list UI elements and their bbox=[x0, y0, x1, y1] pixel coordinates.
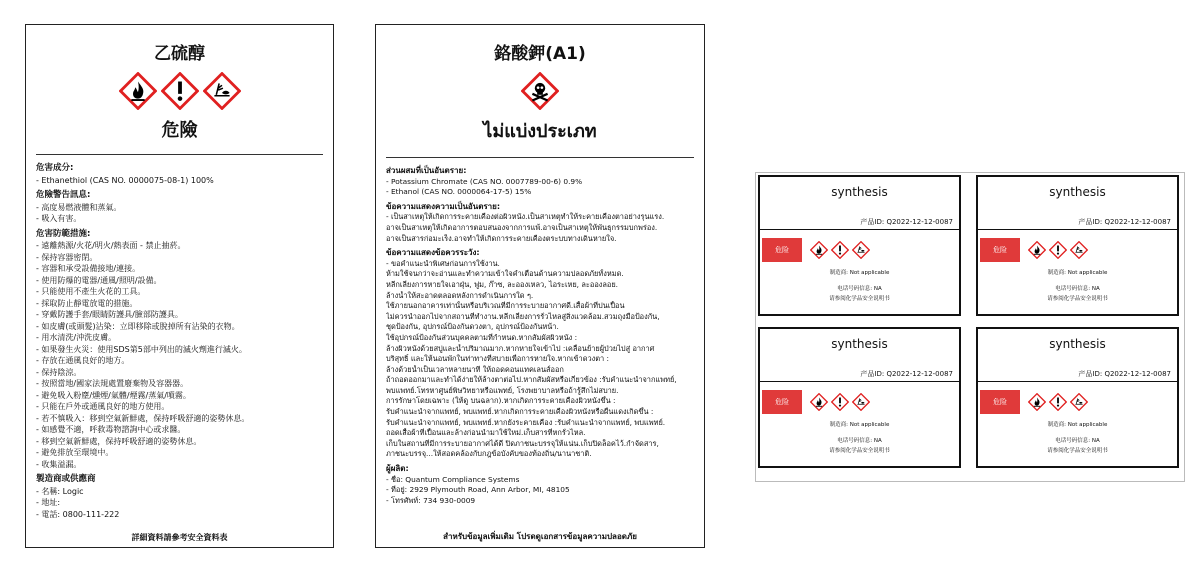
label-section bbox=[36, 229, 323, 471]
card-title: synthesis bbox=[831, 337, 888, 351]
pictogram-row bbox=[810, 241, 870, 259]
synthesis-card bbox=[758, 327, 961, 468]
divider bbox=[386, 157, 694, 158]
section-line: - 只能使用不產生火花的工具。 bbox=[36, 287, 146, 296]
hazard-row bbox=[978, 238, 1177, 262]
section-line: - 存放在通風良好的地方。 bbox=[36, 356, 130, 365]
section-line: - 電話: 0800-111-222 bbox=[36, 509, 120, 519]
label-title: 乙硫醇 bbox=[154, 44, 205, 64]
section-line: - 收集溢漏。 bbox=[36, 459, 82, 469]
section-line: พบแพทย์.โทรหาศูนย์พิษวิทยาหรือแพทย์, โรงพยาบาลหรือถ้ารู้สึกไม่สบาย. bbox=[386, 385, 619, 395]
label-section bbox=[36, 163, 323, 186]
sds-reference: 请参阅化学品安全说明书 bbox=[829, 296, 890, 302]
product-id: 产品ID: Q2022-12-12-0087 bbox=[1078, 370, 1171, 378]
exclamation-icon bbox=[831, 393, 849, 411]
exclamation-icon bbox=[1049, 241, 1067, 259]
hazard-row bbox=[760, 390, 959, 414]
danger-badge: 危险 bbox=[980, 390, 1020, 414]
pictogram-row bbox=[810, 393, 870, 411]
section-line: - 若不慎吸入：移到空氣新鮮處，保持呼吸舒適的姿勢休息。 bbox=[36, 413, 250, 423]
environment-icon bbox=[1070, 241, 1088, 259]
divider bbox=[978, 381, 1177, 382]
card-title: synthesis bbox=[1049, 185, 1106, 199]
section-line: - 穿戴防護手套/眼睛防護具/臉部防護具。 bbox=[36, 310, 183, 319]
section-line: หลีกเลี่ยงการหายใจเอาฝุ่น, ฟูม, ก๊าซ, ละอองเหลว, ไอระเหย, ละอองลอย. bbox=[386, 279, 619, 289]
section-line: ถ้าถอดออกมาและทำได้ง่ายให้ล้างตาต่อไป.หากสัมผัสหรือเกี่ยวข้อง :รับคำแนะนำจากแพทย์, bbox=[386, 375, 677, 385]
environment-icon bbox=[1070, 393, 1088, 411]
section-line: - ชื่อ: Quantum Compliance Systems bbox=[386, 474, 520, 484]
flame-icon bbox=[810, 393, 828, 411]
section-line: อาจเป็นสารก่อมะเร็ง.อาจทำให้เกิดการระคายเคืองตระบบทางเดินหายใจ. bbox=[386, 233, 617, 243]
section-line: - Ethanol (CAS NO. 0000064-17-5) 15% bbox=[386, 187, 532, 197]
section-heading: ข้อความแสดงข้อควรระวัง: bbox=[386, 248, 480, 258]
sds-reference: 请参阅化学品安全说明书 bbox=[829, 448, 890, 454]
phone-info: 电话号码信息: NA bbox=[837, 286, 882, 292]
section-line: - 如感覺不適，呼救毒物諮詢中心或求醫。 bbox=[36, 425, 186, 434]
section-line: - 名稱: Logic bbox=[36, 486, 84, 496]
label-section bbox=[36, 190, 323, 225]
manufacturer-note: 制造商: Not applicable bbox=[829, 422, 890, 428]
section-line: - 避免排放至環境中。 bbox=[36, 448, 114, 457]
divider bbox=[760, 229, 959, 230]
section-heading: 危害防範措施: bbox=[36, 228, 91, 239]
manufacturer-note: 制造商: Not applicable bbox=[1047, 270, 1108, 276]
section-line: - 保持陰涼。 bbox=[36, 367, 82, 377]
section-line: - 保持容器密閉。 bbox=[36, 252, 98, 262]
label-section bbox=[386, 248, 694, 460]
synthesis-card bbox=[758, 175, 961, 316]
section-line: การรักษาโดยเฉพาะ (ให้ดู บนฉลาก).หากเกิดการระคายเคืองผิวหนังขึ้น : bbox=[386, 396, 616, 406]
danger-badge: 危险 bbox=[980, 238, 1020, 262]
section-line: - 用水清洗/沖洗皮膚。 bbox=[36, 333, 117, 342]
phone-info: 电话号码信息: NA bbox=[837, 438, 882, 444]
product-id: 产品ID: Q2022-12-12-0087 bbox=[860, 370, 953, 378]
section-line: ภาชนะบรรจุ...ให้สอดคล้องกับกฎข้อบังคับของท้องถิ่น/นานาชาติ. bbox=[386, 449, 592, 459]
product-id: 产品ID: Q2022-12-12-0087 bbox=[1078, 218, 1171, 226]
thai-ghs-label bbox=[375, 24, 705, 548]
label-footer: สำหรับข้อมูลเพิ่มเติม โปรดดูเอกสารข้อมูลความปลอดภัย bbox=[443, 532, 637, 541]
section-heading: ผู้ผลิต: bbox=[386, 464, 409, 474]
section-line: ใช้อุปกรณ์ป้องกันส่วนบุคคลตามที่กำหนด.หากสัมผัสผิวหนัง : bbox=[386, 332, 578, 342]
flame-icon bbox=[1028, 393, 1046, 411]
section-line: - ขอคำแนะนำพิเศษก่อนการใช้งาน. bbox=[386, 258, 500, 268]
section-line: - 容器和承受設備接地/連接。 bbox=[36, 264, 141, 273]
label-section bbox=[36, 474, 323, 520]
exclamation-icon bbox=[1049, 393, 1067, 411]
section-line: ล้างน้ำให้สะอาดตลอดหลังการดำเนินการใด ๆ. bbox=[386, 290, 534, 300]
pictogram-row bbox=[376, 72, 704, 110]
divider bbox=[36, 154, 323, 155]
label-section bbox=[386, 166, 694, 198]
section-line: ห้ามใช้จนกว่าจะอ่านและทำความเข้าใจคำเตือนด้านความปลอดภัยทั้งหมด. bbox=[386, 269, 624, 279]
section-line: - โทรศัพท์: 734 930-0009 bbox=[386, 495, 476, 505]
section-line: รับคำแนะนำจากแพทย์, พบแพทย์.หากเกิดการระคายเคืองผิวหนังหรือผื่นแดงเกิดขึ้น : bbox=[386, 407, 654, 417]
chinese-ghs-label bbox=[25, 24, 334, 548]
section-line: ล้างผิวหนังด้วยสบู่และน้ำปริมาณมาก.หากหายใจเข้าไป :เคลื่อนย้ายผู้ป่วยไปสู่ อากาศ bbox=[386, 343, 655, 353]
section-line: - 高度易燃液體和蒸氣。 bbox=[36, 202, 122, 212]
flame-icon bbox=[810, 241, 828, 259]
flame-icon bbox=[119, 72, 157, 110]
section-line: - เป็นสาเหตุให้เกิดการระคายเคืองต่อผิวหนัง.เป็นสาเหตุทำให้ระคายเคืองตาอย่างรุนแรง. bbox=[386, 212, 665, 222]
flame-icon bbox=[1028, 241, 1046, 259]
section-heading: 危害成分: bbox=[36, 163, 74, 173]
section-heading: 危險警告訊息: bbox=[36, 190, 91, 200]
section-line: รับคำแนะนำจากแพทย์, พบแพทย์.หากยังระคายเคือง :รับคำแนะนำจากแพทย์, พบแพทย์. bbox=[386, 417, 666, 427]
section-line: - 如皮膚(或頭髮)沾染：立即移除或脫掉所有沾染的衣物。 bbox=[36, 321, 240, 331]
signal-word: 危險 bbox=[161, 120, 198, 141]
hazard-row bbox=[978, 390, 1177, 414]
danger-badge: 危险 bbox=[762, 238, 802, 262]
pictogram-row bbox=[26, 72, 333, 110]
section-heading: ข้อความแสดงความเป็นอันตราย: bbox=[386, 201, 501, 211]
label-section bbox=[386, 464, 694, 506]
section-line: - 避免吸入粉塵/燻煙/氣體/煙霧/蒸氣/噴霧。 bbox=[36, 390, 191, 400]
section-line: - Ethanethiol (CAS NO. 0000075-08-1) 100% bbox=[36, 175, 214, 185]
section-heading: 製造商或供應商 bbox=[36, 474, 96, 484]
section-line: ล้างด้วยน้ำเป็นเวลาหลายนาที ให้ถอดคอนแทคเลนส์ออก bbox=[386, 364, 564, 374]
phone-info: 电话号码信息: NA bbox=[1055, 438, 1100, 444]
danger-badge: 危险 bbox=[762, 390, 802, 414]
sds-reference: 请参阅化学品安全说明书 bbox=[1047, 296, 1108, 302]
section-line: - 遠離熱源/火花/明火/熱表面 - 禁止抽菸。 bbox=[36, 241, 186, 250]
manufacturer-note: 制造商: Not applicable bbox=[829, 270, 890, 276]
section-line: ถอดเสื้อผ้าที่เปื้อนและล้างก่อนนำมาใช้ใหม่.เก็บสารที่หกรั่วไหล. bbox=[386, 428, 586, 438]
exclamation-icon bbox=[831, 241, 849, 259]
section-line: - 移到空氣新鮮處，保持呼吸舒適的姿勢休息。 bbox=[36, 436, 202, 446]
section-line: อาจเป็นสาเหตุให้เกิดอาการตอบสนองจากการแพ้.อาจเป็นสาเหตุให้พันธุกรรมบกพร่อง. bbox=[386, 222, 658, 232]
sds-reference: 请参阅化学品安全说明书 bbox=[1047, 448, 1108, 454]
manufacturer-note: 制造商: Not applicable bbox=[1047, 422, 1108, 428]
label-title: 鉻酸鉀(A1) bbox=[494, 44, 586, 64]
environment-icon bbox=[852, 393, 870, 411]
section-line: - Potassium Chromate (CAS NO. 0007789-00-6) 0.9% bbox=[386, 176, 583, 186]
synthesis-card bbox=[976, 327, 1179, 468]
hazard-row bbox=[760, 238, 959, 262]
section-line: - 採取防止靜電放電的措施。 bbox=[36, 298, 138, 308]
divider bbox=[978, 229, 1177, 230]
product-id: 产品ID: Q2022-12-12-0087 bbox=[860, 218, 953, 226]
pictogram-row bbox=[1028, 393, 1088, 411]
section-line: - 按照當地/國家法規處置廢棄物及容器器。 bbox=[36, 379, 189, 388]
card-title: synthesis bbox=[1049, 337, 1106, 351]
section-line: - 吸入有害。 bbox=[36, 214, 82, 223]
section-line: - 使用防爆的電器/通風/照明/設備。 bbox=[36, 275, 162, 285]
section-line: ไม่ควรนำออกไปจากสถานที่ทำงาน.หลีกเลี่ยงการรั่วไหลสู่สิ่งแวดล้อม.สวมถุงมือป้องกัน, bbox=[386, 311, 660, 321]
label-section bbox=[386, 202, 694, 244]
section-line: - ที่อยู่: 2929 Plymouth Road, Ann Arbor, MI, 48105 bbox=[386, 485, 570, 495]
section-heading: ส่วนผสมที่เป็นอันตราย: bbox=[386, 166, 467, 175]
signal-word: ไม่แบ่งประเภท bbox=[483, 121, 597, 142]
label-footer: 詳細資料請參考安全資料表 bbox=[131, 533, 228, 542]
section-line: - 只能在戶外或通風良好的地方使用。 bbox=[36, 402, 170, 411]
section-line: - 地址: bbox=[36, 498, 61, 507]
synthesis-card bbox=[976, 175, 1179, 316]
section-line: เก็บในสถานที่มีการระบายอากาศได้ดี ปิดภาชนะบรรจุให้แน่น.เก็บปิดล็อคไว้.กำจัดสาร, bbox=[386, 438, 659, 448]
section-line: - 如果發生火災：使用SDS第5部中列出的滅火劑進行滅火。 bbox=[36, 344, 247, 354]
section-line: ชุดป้องกัน, อุปกรณ์ป้องกันดวงตา, อุปกรณ์ป้องกันหน้า. bbox=[386, 322, 559, 332]
environment-icon bbox=[203, 72, 241, 110]
card-title: synthesis bbox=[831, 185, 888, 199]
section-line: บริสุทธิ์ และให้นอนพักในท่าทางที่สบายเพื่อการหายใจ.หากเข้าดวงตา : bbox=[386, 354, 610, 364]
section-line: ใช้ภายนอกอาคารเท่านั้นหรือบริเวณที่มีการระบายอากาศดี.เสื้อผ้าที่ปนเปื้อน bbox=[386, 301, 625, 311]
phone-info: 电话号码信息: NA bbox=[1055, 286, 1100, 292]
synthesis-label-sheet bbox=[755, 172, 1185, 482]
exclamation-icon bbox=[161, 72, 199, 110]
skull-crossbones-icon bbox=[521, 72, 559, 110]
environment-icon bbox=[852, 241, 870, 259]
divider bbox=[760, 381, 959, 382]
pictogram-row bbox=[1028, 241, 1088, 259]
